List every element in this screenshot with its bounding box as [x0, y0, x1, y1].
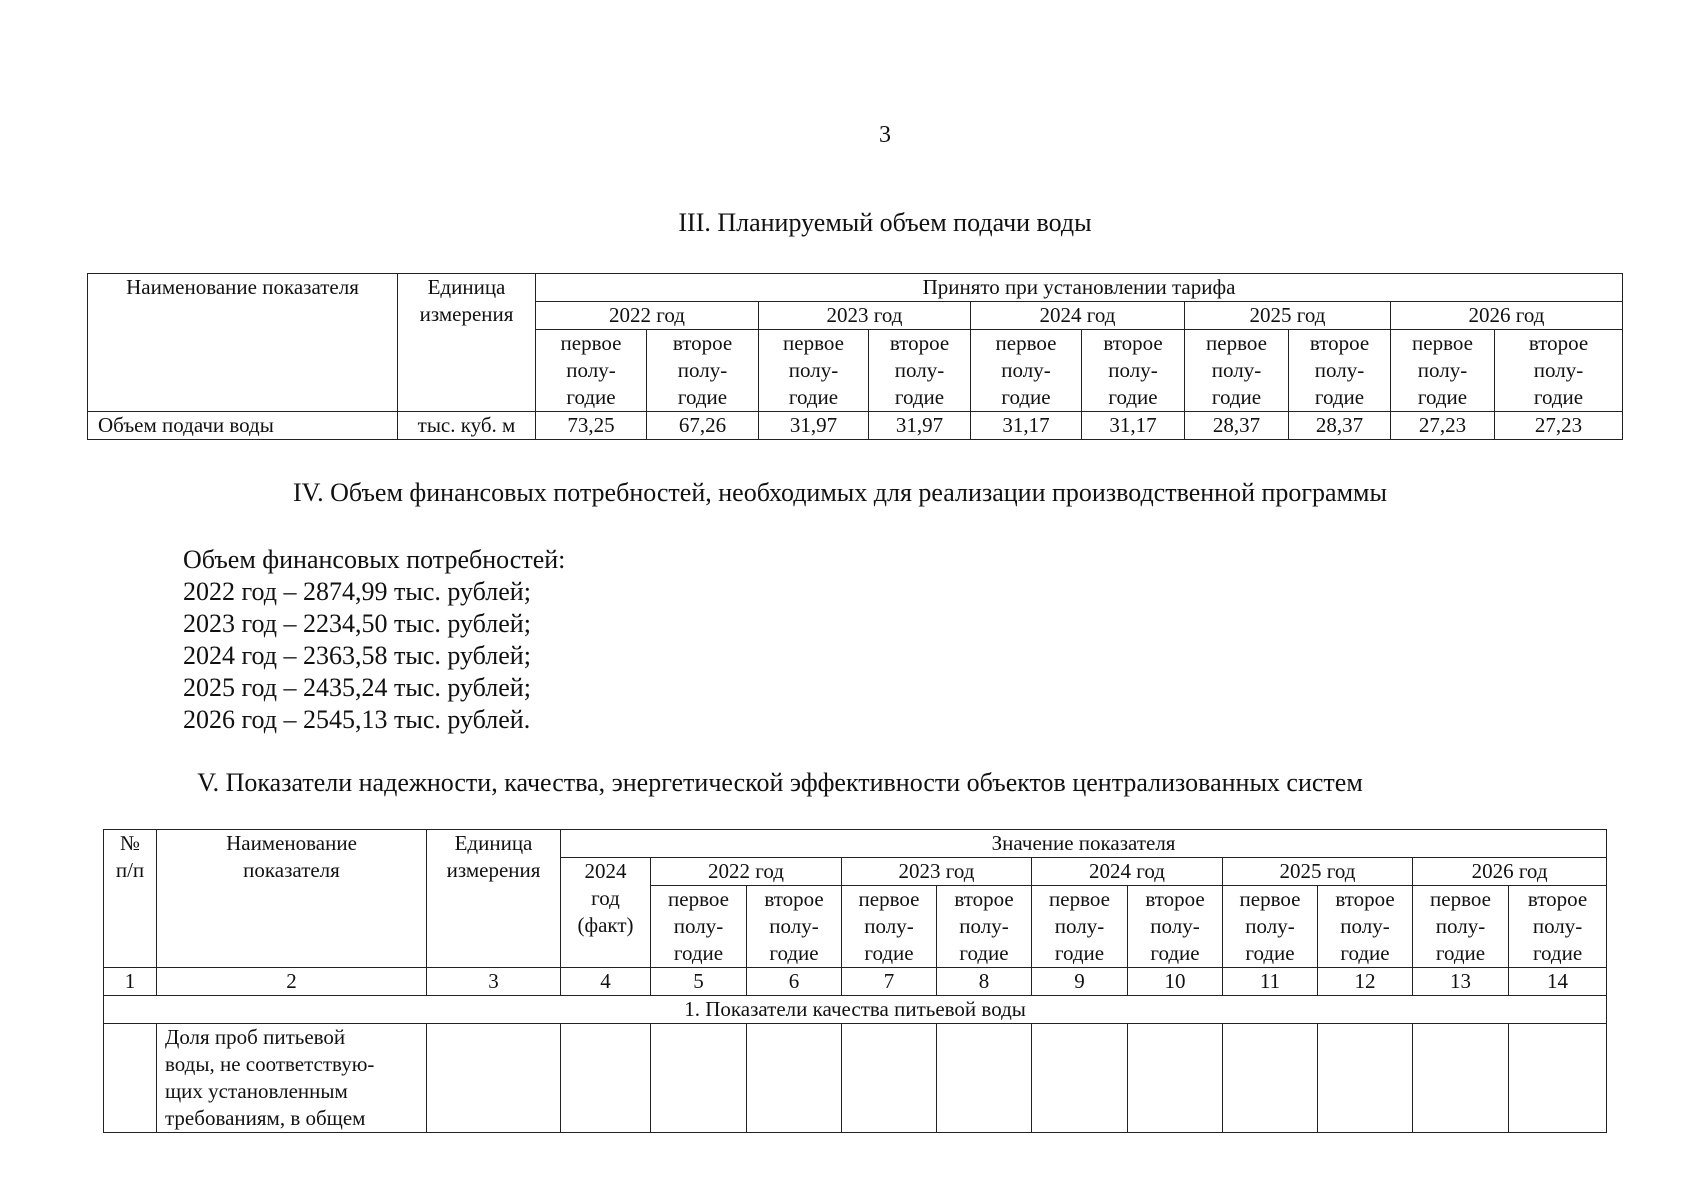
empty-cell	[427, 1024, 561, 1133]
year-header: 2024 год	[971, 302, 1185, 330]
header-indicator-name: Наименование показателя	[157, 830, 427, 968]
section-5-title: V. Показатели надежности, качества, энергетической эффективности объектов централизованных систем	[197, 768, 1363, 797]
financial-line: 2023 год – 2234,50 тыс. рублей;	[183, 609, 531, 638]
column-number: 7	[842, 968, 937, 996]
column-number-row	[104, 968, 1607, 996]
column-number: 13	[1413, 968, 1509, 996]
page-number: 3	[879, 122, 891, 148]
value-cell: 73,25	[536, 412, 647, 440]
header-unit: Единица измерения	[427, 830, 561, 968]
empty-cell	[104, 1024, 157, 1133]
financial-needs-block	[183, 544, 565, 736]
empty-cell	[1413, 1024, 1509, 1133]
column-number: 11	[1223, 968, 1318, 996]
half-first-header: первое полу- годие	[971, 330, 1082, 412]
empty-cell	[937, 1024, 1032, 1133]
value-cell: 28,37	[1185, 412, 1289, 440]
year-header: 2023 год	[842, 858, 1032, 886]
empty-cell	[842, 1024, 937, 1133]
half-first-header: первое полу- годие	[651, 886, 747, 968]
value-cell: 31,97	[869, 412, 971, 440]
half-second-header: второе полу- годие	[1128, 886, 1223, 968]
value-cell: 27,23	[1391, 412, 1495, 440]
column-number: 8	[937, 968, 1032, 996]
half-first-header: первое полу- годие	[1032, 886, 1128, 968]
value-cell: 28,37	[1289, 412, 1391, 440]
column-number: 9	[1032, 968, 1128, 996]
half-first-header: первое полу- годие	[1391, 330, 1495, 412]
value-cell: 31,17	[1082, 412, 1185, 440]
half-first-header: первое полу- годие	[759, 330, 869, 412]
section-4-title: IV. Объем финансовых потребностей, необходимых для реализации производственной программы	[293, 478, 1387, 507]
value-cell: 31,17	[971, 412, 1082, 440]
column-number: 2	[157, 968, 427, 996]
half-first-header: первое полу- годие	[842, 886, 937, 968]
column-number: 12	[1318, 968, 1413, 996]
half-second-header: второе полу- годие	[1289, 330, 1391, 412]
financial-line: 2025 год – 2435,24 тыс. рублей;	[183, 673, 531, 702]
financial-needs-lead: Объем финансовых потребностей:	[183, 545, 566, 574]
year-header: 2022 год	[651, 858, 842, 886]
empty-cell	[1223, 1024, 1318, 1133]
year-header: 2025 год	[1223, 858, 1413, 886]
half-second-header: второе полу- годие	[1495, 330, 1623, 412]
financial-line: 2026 год – 2545,13 тыс. рублей.	[183, 705, 531, 734]
section-3-title: III. Планируемый объем подачи воды	[678, 208, 1092, 237]
financial-line: 2022 год – 2874,99 тыс. рублей;	[183, 577, 531, 606]
header-number: № п/п	[104, 830, 157, 968]
year-header: 2024 год	[1032, 858, 1223, 886]
column-number: 4	[561, 968, 651, 996]
year-header: 2026 год	[1391, 302, 1623, 330]
table-row	[88, 412, 1623, 440]
half-second-header: второе полу- годие	[1509, 886, 1607, 968]
column-number: 3	[427, 968, 561, 996]
half-first-header: первое полу- годие	[1413, 886, 1509, 968]
value-cell: 31,97	[759, 412, 869, 440]
row-name: Объем подачи воды	[88, 412, 398, 440]
empty-cell	[1128, 1024, 1223, 1133]
half-second-header: второе полу- годие	[1318, 886, 1413, 968]
header-value-group: Значение показателя	[561, 830, 1607, 858]
empty-cell	[747, 1024, 842, 1133]
row-description: Доля проб питьевой воды, не соответствую- щих установленным требованиям, в общем	[157, 1024, 427, 1133]
half-first-header: первое полу- годие	[1223, 886, 1318, 968]
value-cell: 27,23	[1495, 412, 1623, 440]
year-header: 2022 год	[536, 302, 759, 330]
row-unit: тыс. куб. м	[398, 412, 536, 440]
header-fact-year: 2024 год (факт)	[561, 858, 651, 968]
half-second-header: второе полу- годие	[647, 330, 759, 412]
half-first-header: первое полу- годие	[1185, 330, 1289, 412]
financial-line: 2024 год – 2363,58 тыс. рублей;	[183, 641, 531, 670]
half-second-header: второе полу- годие	[747, 886, 842, 968]
water-supply-table	[87, 273, 1623, 440]
empty-cell	[1032, 1024, 1128, 1133]
half-second-header: второе полу- годие	[1082, 330, 1185, 412]
empty-cell	[1509, 1024, 1607, 1133]
half-first-header: первое полу- годие	[536, 330, 647, 412]
column-number: 1	[104, 968, 157, 996]
reliability-indicators-table	[103, 829, 1607, 1133]
column-number: 5	[651, 968, 747, 996]
subsection-heading: 1. Показатели качества питьевой воды	[104, 996, 1607, 1024]
half-second-header: второе полу- годие	[937, 886, 1032, 968]
empty-cell	[651, 1024, 747, 1133]
year-header: 2025 год	[1185, 302, 1391, 330]
column-number: 14	[1509, 968, 1607, 996]
value-cell: 67,26	[647, 412, 759, 440]
year-header: 2023 год	[759, 302, 971, 330]
empty-cell	[561, 1024, 651, 1133]
header-unit: Единица измерения	[398, 274, 536, 412]
column-number: 6	[747, 968, 842, 996]
year-header: 2026 год	[1413, 858, 1607, 886]
table-row	[104, 1024, 1607, 1133]
header-tariff-group: Принято при установлении тарифа	[536, 274, 1623, 302]
column-number: 10	[1128, 968, 1223, 996]
half-second-header: второе полу- годие	[869, 330, 971, 412]
empty-cell	[1318, 1024, 1413, 1133]
header-indicator-name: Наименование показателя	[88, 274, 398, 412]
